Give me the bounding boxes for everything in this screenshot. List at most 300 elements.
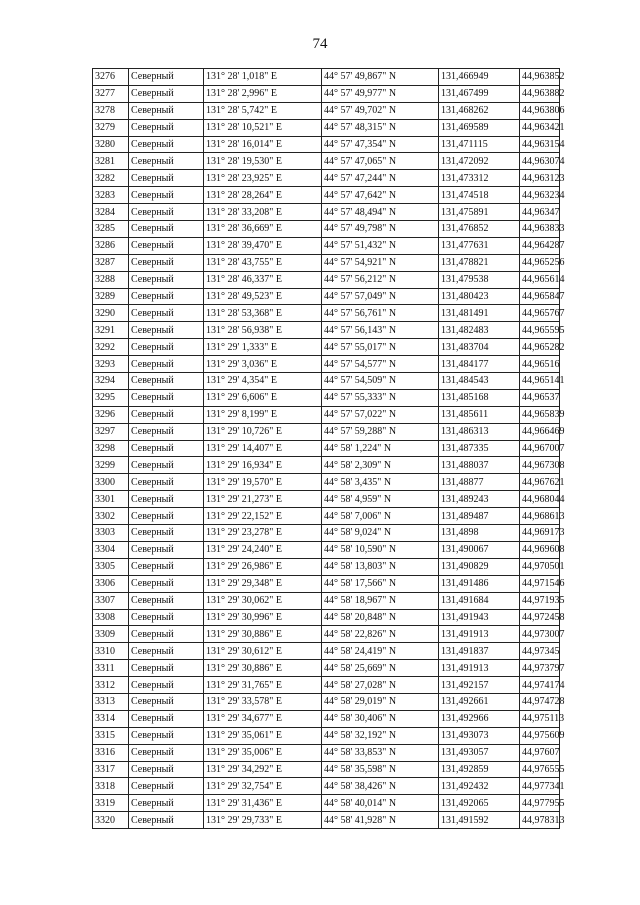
- table-row: [93, 626, 560, 643]
- longitude-dms-cell: 131° 29' 16,934" E: [204, 457, 322, 474]
- latitude-decimal-cell: 44,966469: [520, 423, 560, 440]
- latitude-dms-cell: 44° 58' 4,959" N: [322, 491, 439, 508]
- point-number-cell: 3318: [93, 778, 129, 795]
- longitude-dms-cell: 131° 28' 16,014" E: [204, 136, 322, 153]
- zone-name-cell: Северный: [129, 237, 204, 254]
- zone-name-cell: Северный: [129, 626, 204, 643]
- latitude-decimal-cell: 44,978313: [520, 812, 560, 829]
- longitude-decimal-cell: 131,479538: [439, 271, 520, 288]
- longitude-dms-cell: 131° 29' 31,765" E: [204, 677, 322, 694]
- table-row: [93, 744, 560, 761]
- table-row: [93, 356, 560, 373]
- point-number-cell: 3306: [93, 575, 129, 592]
- longitude-decimal-cell: 131,489487: [439, 508, 520, 525]
- longitude-dms-cell: 131° 29' 26,986" E: [204, 558, 322, 575]
- point-number-cell: 3319: [93, 795, 129, 812]
- latitude-decimal-cell: 44,967621: [520, 474, 560, 491]
- longitude-decimal-cell: 131,4898: [439, 525, 520, 542]
- longitude-dms-cell: 131° 29' 30,886" E: [204, 660, 322, 677]
- longitude-decimal-cell: 131,475891: [439, 204, 520, 221]
- longitude-decimal-cell: 131,492157: [439, 677, 520, 694]
- latitude-dms-cell: 44° 58' 18,967" N: [322, 592, 439, 609]
- longitude-dms-cell: 131° 29' 34,292" E: [204, 761, 322, 778]
- latitude-decimal-cell: 44,968044: [520, 491, 560, 508]
- longitude-dms-cell: 131° 29' 1,333" E: [204, 339, 322, 356]
- latitude-decimal-cell: 44,963074: [520, 153, 560, 170]
- zone-name-cell: Северный: [129, 389, 204, 406]
- longitude-decimal-cell: 131,472092: [439, 153, 520, 170]
- point-number-cell: 3295: [93, 389, 129, 406]
- table-row: [93, 204, 560, 221]
- longitude-decimal-cell: 131,485168: [439, 389, 520, 406]
- latitude-decimal-cell: 44,965839: [520, 406, 560, 423]
- point-number-cell: 3304: [93, 541, 129, 558]
- longitude-decimal-cell: 131,481491: [439, 305, 520, 322]
- latitude-dms-cell: 44° 58' 7,006" N: [322, 508, 439, 525]
- point-number-cell: 3282: [93, 170, 129, 187]
- zone-name-cell: Северный: [129, 373, 204, 390]
- longitude-decimal-cell: 131,492065: [439, 795, 520, 812]
- longitude-dms-cell: 131° 29' 30,062" E: [204, 592, 322, 609]
- longitude-dms-cell: 131° 29' 33,578" E: [204, 693, 322, 710]
- longitude-dms-cell: 131° 29' 14,407" E: [204, 440, 322, 457]
- latitude-decimal-cell: 44,96537: [520, 389, 560, 406]
- latitude-decimal-cell: 44,974174: [520, 677, 560, 694]
- table-row: [93, 102, 560, 119]
- longitude-decimal-cell: 131,485611: [439, 406, 520, 423]
- longitude-dms-cell: 131° 29' 35,006" E: [204, 744, 322, 761]
- latitude-dms-cell: 44° 58' 29,019" N: [322, 693, 439, 710]
- longitude-dms-cell: 131° 29' 30,886" E: [204, 626, 322, 643]
- longitude-dms-cell: 131° 28' 43,755" E: [204, 254, 322, 271]
- latitude-decimal-cell: 44,963154: [520, 136, 560, 153]
- zone-name-cell: Северный: [129, 187, 204, 204]
- zone-name-cell: Северный: [129, 677, 204, 694]
- longitude-decimal-cell: 131,466949: [439, 69, 520, 86]
- longitude-decimal-cell: 131,493057: [439, 744, 520, 761]
- latitude-dms-cell: 44° 57' 49,702" N: [322, 102, 439, 119]
- table-row: [93, 221, 560, 238]
- latitude-dms-cell: 44° 57' 57,049" N: [322, 288, 439, 305]
- zone-name-cell: Северный: [129, 795, 204, 812]
- point-number-cell: 3313: [93, 693, 129, 710]
- zone-name-cell: Северный: [129, 322, 204, 339]
- longitude-dms-cell: 131° 29' 34,677" E: [204, 710, 322, 727]
- zone-name-cell: Северный: [129, 406, 204, 423]
- zone-name-cell: Северный: [129, 609, 204, 626]
- latitude-dms-cell: 44° 58' 13,803" N: [322, 558, 439, 575]
- latitude-decimal-cell: 44,967308: [520, 457, 560, 474]
- latitude-decimal-cell: 44,975113: [520, 710, 560, 727]
- zone-name-cell: Северный: [129, 812, 204, 829]
- longitude-decimal-cell: 131,468262: [439, 102, 520, 119]
- latitude-dms-cell: 44° 57' 57,022" N: [322, 406, 439, 423]
- longitude-decimal-cell: 131,491913: [439, 660, 520, 677]
- latitude-decimal-cell: 44,97607: [520, 744, 560, 761]
- point-number-cell: 3279: [93, 119, 129, 136]
- latitude-decimal-cell: 44,963852: [520, 69, 560, 86]
- latitude-dms-cell: 44° 58' 9,024" N: [322, 525, 439, 542]
- longitude-decimal-cell: 131,484543: [439, 373, 520, 390]
- longitude-dms-cell: 131° 29' 24,240" E: [204, 541, 322, 558]
- latitude-dms-cell: 44° 58' 25,669" N: [322, 660, 439, 677]
- point-number-cell: 3308: [93, 609, 129, 626]
- point-number-cell: 3310: [93, 643, 129, 660]
- point-number-cell: 3292: [93, 339, 129, 356]
- longitude-dms-cell: 131° 29' 8,199" E: [204, 406, 322, 423]
- latitude-dms-cell: 44° 58' 41,928" N: [322, 812, 439, 829]
- table-row: [93, 643, 560, 660]
- table-row: [93, 136, 560, 153]
- longitude-decimal-cell: 131,471115: [439, 136, 520, 153]
- latitude-decimal-cell: 44,965595: [520, 322, 560, 339]
- longitude-dms-cell: 131° 29' 10,726" E: [204, 423, 322, 440]
- zone-name-cell: Северный: [129, 254, 204, 271]
- latitude-decimal-cell: 44,964287: [520, 237, 560, 254]
- latitude-dms-cell: 44° 58' 33,853" N: [322, 744, 439, 761]
- point-number-cell: 3297: [93, 423, 129, 440]
- zone-name-cell: Северный: [129, 710, 204, 727]
- latitude-decimal-cell: 44,96347: [520, 204, 560, 221]
- longitude-decimal-cell: 131,492966: [439, 710, 520, 727]
- table-row: [93, 305, 560, 322]
- latitude-dms-cell: 44° 57' 54,577" N: [322, 356, 439, 373]
- zone-name-cell: Северный: [129, 288, 204, 305]
- latitude-dms-cell: 44° 57' 47,244" N: [322, 170, 439, 187]
- point-number-cell: 3286: [93, 237, 129, 254]
- table-row: [93, 727, 560, 744]
- longitude-dms-cell: 131° 28' 56,938" E: [204, 322, 322, 339]
- zone-name-cell: Северный: [129, 153, 204, 170]
- longitude-dms-cell: 131° 29' 30,996" E: [204, 609, 322, 626]
- latitude-dms-cell: 44° 58' 17,566" N: [322, 575, 439, 592]
- longitude-dms-cell: 131° 28' 46,337" E: [204, 271, 322, 288]
- latitude-decimal-cell: 44,977955: [520, 795, 560, 812]
- latitude-dms-cell: 44° 58' 30,406" N: [322, 710, 439, 727]
- zone-name-cell: Северный: [129, 339, 204, 356]
- longitude-decimal-cell: 131,48877: [439, 474, 520, 491]
- longitude-decimal-cell: 131,476852: [439, 221, 520, 238]
- longitude-decimal-cell: 131,492859: [439, 761, 520, 778]
- longitude-dms-cell: 131° 28' 1,018" E: [204, 69, 322, 86]
- table-row: [93, 609, 560, 626]
- point-number-cell: 3289: [93, 288, 129, 305]
- longitude-decimal-cell: 131,492661: [439, 693, 520, 710]
- table-row: [93, 575, 560, 592]
- longitude-decimal-cell: 131,491913: [439, 626, 520, 643]
- table-row: [93, 119, 560, 136]
- point-number-cell: 3305: [93, 558, 129, 575]
- zone-name-cell: Северный: [129, 491, 204, 508]
- zone-name-cell: Северный: [129, 660, 204, 677]
- latitude-dms-cell: 44° 57' 54,509" N: [322, 373, 439, 390]
- table-row: [93, 474, 560, 491]
- longitude-dms-cell: 131° 29' 21,273" E: [204, 491, 322, 508]
- longitude-dms-cell: 131° 28' 33,208" E: [204, 204, 322, 221]
- table-row: [93, 85, 560, 102]
- latitude-dms-cell: 44° 57' 47,354" N: [322, 136, 439, 153]
- longitude-dms-cell: 131° 28' 49,523" E: [204, 288, 322, 305]
- latitude-dms-cell: 44° 57' 47,065" N: [322, 153, 439, 170]
- longitude-decimal-cell: 131,493073: [439, 727, 520, 744]
- zone-name-cell: Северный: [129, 727, 204, 744]
- table-row: [93, 153, 560, 170]
- zone-name-cell: Северный: [129, 170, 204, 187]
- table-row: [93, 660, 560, 677]
- zone-name-cell: Северный: [129, 85, 204, 102]
- latitude-decimal-cell: 44,965141: [520, 373, 560, 390]
- longitude-decimal-cell: 131,491684: [439, 592, 520, 609]
- latitude-dms-cell: 44° 57' 49,798" N: [322, 221, 439, 238]
- table-row: [93, 339, 560, 356]
- point-number-cell: 3298: [93, 440, 129, 457]
- latitude-dms-cell: 44° 58' 35,598" N: [322, 761, 439, 778]
- latitude-dms-cell: 44° 58' 22,826" N: [322, 626, 439, 643]
- latitude-dms-cell: 44° 58' 38,426" N: [322, 778, 439, 795]
- point-number-cell: 3307: [93, 592, 129, 609]
- table-row: [93, 237, 560, 254]
- table-row: [93, 693, 560, 710]
- longitude-dms-cell: 131° 28' 2,996" E: [204, 85, 322, 102]
- latitude-decimal-cell: 44,965614: [520, 271, 560, 288]
- latitude-decimal-cell: 44,969173: [520, 525, 560, 542]
- longitude-dms-cell: 131° 29' 22,152" E: [204, 508, 322, 525]
- latitude-dms-cell: 44° 58' 27,028" N: [322, 677, 439, 694]
- point-number-cell: 3278: [93, 102, 129, 119]
- latitude-dms-cell: 44° 57' 54,921" N: [322, 254, 439, 271]
- latitude-dms-cell: 44° 58' 2,309" N: [322, 457, 439, 474]
- longitude-decimal-cell: 131,467499: [439, 85, 520, 102]
- table-row: [93, 592, 560, 609]
- point-number-cell: 3312: [93, 677, 129, 694]
- zone-name-cell: Северный: [129, 693, 204, 710]
- table-row: [93, 288, 560, 305]
- latitude-decimal-cell: 44,963234: [520, 187, 560, 204]
- table-row: [93, 525, 560, 542]
- longitude-decimal-cell: 131,490067: [439, 541, 520, 558]
- table-row: [93, 491, 560, 508]
- longitude-decimal-cell: 131,491837: [439, 643, 520, 660]
- longitude-dms-cell: 131° 28' 19,530" E: [204, 153, 322, 170]
- point-number-cell: 3287: [93, 254, 129, 271]
- table-row: [93, 795, 560, 812]
- longitude-decimal-cell: 131,477631: [439, 237, 520, 254]
- longitude-dms-cell: 131° 28' 23,925" E: [204, 170, 322, 187]
- point-number-cell: 3296: [93, 406, 129, 423]
- longitude-decimal-cell: 131,482483: [439, 322, 520, 339]
- point-number-cell: 3311: [93, 660, 129, 677]
- latitude-dms-cell: 44° 57' 49,977" N: [322, 85, 439, 102]
- zone-name-cell: Северный: [129, 592, 204, 609]
- table-row: [93, 457, 560, 474]
- point-number-cell: 3293: [93, 356, 129, 373]
- latitude-dms-cell: 44° 57' 55,333" N: [322, 389, 439, 406]
- table-row: [93, 812, 560, 829]
- table-row: [93, 187, 560, 204]
- longitude-dms-cell: 131° 29' 3,036" E: [204, 356, 322, 373]
- longitude-dms-cell: 131° 28' 39,470" E: [204, 237, 322, 254]
- longitude-decimal-cell: 131,469589: [439, 119, 520, 136]
- longitude-dms-cell: 131° 29' 32,754" E: [204, 778, 322, 795]
- latitude-dms-cell: 44° 58' 24,419" N: [322, 643, 439, 660]
- zone-name-cell: Северный: [129, 457, 204, 474]
- longitude-dms-cell: 131° 29' 29,733" E: [204, 812, 322, 829]
- table-row: [93, 710, 560, 727]
- latitude-decimal-cell: 44,963421: [520, 119, 560, 136]
- latitude-decimal-cell: 44,971935: [520, 592, 560, 609]
- latitude-decimal-cell: 44,969608: [520, 541, 560, 558]
- zone-name-cell: Северный: [129, 102, 204, 119]
- latitude-dms-cell: 44° 57' 56,212" N: [322, 271, 439, 288]
- latitude-decimal-cell: 44,965282: [520, 339, 560, 356]
- latitude-dms-cell: 44° 57' 56,761" N: [322, 305, 439, 322]
- latitude-decimal-cell: 44,973797: [520, 660, 560, 677]
- table-row: [93, 406, 560, 423]
- longitude-decimal-cell: 131,483704: [439, 339, 520, 356]
- latitude-dms-cell: 44° 58' 20,848" N: [322, 609, 439, 626]
- zone-name-cell: Северный: [129, 474, 204, 491]
- latitude-decimal-cell: 44,974728: [520, 693, 560, 710]
- latitude-dms-cell: 44° 57' 59,288" N: [322, 423, 439, 440]
- latitude-decimal-cell: 44,963806: [520, 102, 560, 119]
- longitude-decimal-cell: 131,474518: [439, 187, 520, 204]
- zone-name-cell: Северный: [129, 423, 204, 440]
- zone-name-cell: Северный: [129, 778, 204, 795]
- latitude-dms-cell: 44° 58' 3,435" N: [322, 474, 439, 491]
- longitude-dms-cell: 131° 29' 29,348" E: [204, 575, 322, 592]
- table-row: [93, 271, 560, 288]
- latitude-decimal-cell: 44,968613: [520, 508, 560, 525]
- point-number-cell: 3290: [93, 305, 129, 322]
- longitude-dms-cell: 131° 29' 6,606" E: [204, 389, 322, 406]
- latitude-decimal-cell: 44,971546: [520, 575, 560, 592]
- longitude-dms-cell: 131° 28' 5,742" E: [204, 102, 322, 119]
- table-row: [93, 440, 560, 457]
- latitude-dms-cell: 44° 57' 49,867" N: [322, 69, 439, 86]
- point-number-cell: 3283: [93, 187, 129, 204]
- longitude-dms-cell: 131° 29' 30,612" E: [204, 643, 322, 660]
- zone-name-cell: Северный: [129, 744, 204, 761]
- table-row: [93, 508, 560, 525]
- table-row: [93, 778, 560, 795]
- point-number-cell: 3303: [93, 525, 129, 542]
- latitude-decimal-cell: 44,97345: [520, 643, 560, 660]
- longitude-decimal-cell: 131,478821: [439, 254, 520, 271]
- coordinates-table: [92, 68, 565, 829]
- zone-name-cell: Северный: [129, 575, 204, 592]
- table-row: [93, 558, 560, 575]
- latitude-dms-cell: 44° 57' 48,315" N: [322, 119, 439, 136]
- longitude-decimal-cell: 131,492432: [439, 778, 520, 795]
- table-body: [93, 69, 565, 829]
- latitude-dms-cell: 44° 57' 47,642" N: [322, 187, 439, 204]
- longitude-decimal-cell: 131,490829: [439, 558, 520, 575]
- point-number-cell: 3299: [93, 457, 129, 474]
- point-number-cell: 3309: [93, 626, 129, 643]
- zone-name-cell: Северный: [129, 558, 204, 575]
- zone-name-cell: Северный: [129, 221, 204, 238]
- latitude-decimal-cell: 44,96516: [520, 356, 560, 373]
- longitude-decimal-cell: 131,487335: [439, 440, 520, 457]
- zone-name-cell: Северный: [129, 541, 204, 558]
- point-number-cell: 3300: [93, 474, 129, 491]
- longitude-decimal-cell: 131,486313: [439, 423, 520, 440]
- point-number-cell: 3276: [93, 69, 129, 86]
- zone-name-cell: Северный: [129, 271, 204, 288]
- point-number-cell: 3301: [93, 491, 129, 508]
- latitude-dms-cell: 44° 58' 32,192" N: [322, 727, 439, 744]
- zone-name-cell: Северный: [129, 136, 204, 153]
- latitude-dms-cell: 44° 58' 10,590" N: [322, 541, 439, 558]
- latitude-decimal-cell: 44,973007: [520, 626, 560, 643]
- longitude-decimal-cell: 131,489243: [439, 491, 520, 508]
- latitude-decimal-cell: 44,970501: [520, 558, 560, 575]
- latitude-decimal-cell: 44,965767: [520, 305, 560, 322]
- zone-name-cell: Северный: [129, 356, 204, 373]
- longitude-decimal-cell: 131,491943: [439, 609, 520, 626]
- page-number: 74: [312, 36, 328, 52]
- latitude-decimal-cell: 44,965256: [520, 254, 560, 271]
- table-row: [93, 541, 560, 558]
- latitude-dms-cell: 44° 57' 55,017" N: [322, 339, 439, 356]
- point-number-cell: 3316: [93, 744, 129, 761]
- longitude-dms-cell: 131° 29' 4,354" E: [204, 373, 322, 390]
- table-row: [93, 170, 560, 187]
- point-number-cell: 3315: [93, 727, 129, 744]
- longitude-dms-cell: 131° 28' 36,669" E: [204, 221, 322, 238]
- zone-name-cell: Северный: [129, 204, 204, 221]
- longitude-decimal-cell: 131,484177: [439, 356, 520, 373]
- longitude-dms-cell: 131° 29' 35,061" E: [204, 727, 322, 744]
- point-number-cell: 3291: [93, 322, 129, 339]
- longitude-dms-cell: 131° 29' 19,570" E: [204, 474, 322, 491]
- latitude-decimal-cell: 44,965847: [520, 288, 560, 305]
- latitude-dms-cell: 44° 57' 51,432" N: [322, 237, 439, 254]
- point-number-cell: 3288: [93, 271, 129, 288]
- point-number-cell: 3285: [93, 221, 129, 238]
- point-number-cell: 3281: [93, 153, 129, 170]
- longitude-dms-cell: 131° 29' 31,436" E: [204, 795, 322, 812]
- latitude-decimal-cell: 44,977341: [520, 778, 560, 795]
- latitude-decimal-cell: 44,972458: [520, 609, 560, 626]
- latitude-decimal-cell: 44,963123: [520, 170, 560, 187]
- latitude-decimal-cell: 44,963882: [520, 85, 560, 102]
- longitude-dms-cell: 131° 28' 10,521" E: [204, 119, 322, 136]
- zone-name-cell: Северный: [129, 525, 204, 542]
- point-number-cell: 3284: [93, 204, 129, 221]
- latitude-dms-cell: 44° 57' 56,143" N: [322, 322, 439, 339]
- point-number-cell: 3320: [93, 812, 129, 829]
- longitude-decimal-cell: 131,488037: [439, 457, 520, 474]
- point-number-cell: 3280: [93, 136, 129, 153]
- zone-name-cell: Северный: [129, 508, 204, 525]
- point-number-cell: 3294: [93, 373, 129, 390]
- table-row: [93, 677, 560, 694]
- longitude-dms-cell: 131° 29' 23,278" E: [204, 525, 322, 542]
- table-row: [93, 373, 560, 390]
- latitude-dms-cell: 44° 57' 48,494" N: [322, 204, 439, 221]
- zone-name-cell: Северный: [129, 305, 204, 322]
- table-row: [93, 389, 560, 406]
- latitude-decimal-cell: 44,976555: [520, 761, 560, 778]
- table-row: [93, 69, 560, 86]
- table-row: [93, 322, 560, 339]
- point-number-cell: 3277: [93, 85, 129, 102]
- latitude-dms-cell: 44° 58' 40,014" N: [322, 795, 439, 812]
- zone-name-cell: Северный: [129, 119, 204, 136]
- latitude-decimal-cell: 44,963833: [520, 221, 560, 238]
- longitude-dms-cell: 131° 28' 53,368" E: [204, 305, 322, 322]
